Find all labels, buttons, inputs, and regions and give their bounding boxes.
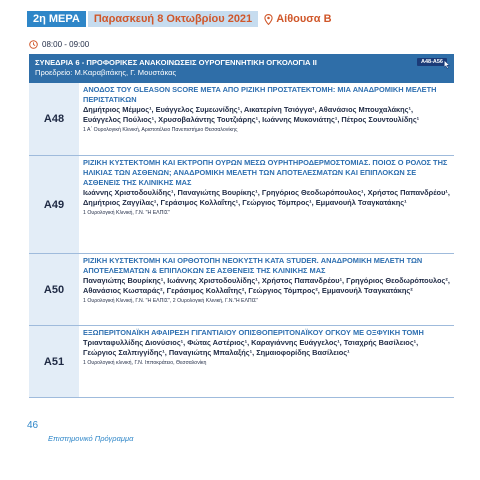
venue-label: Αίθουσα Β <box>276 13 332 25</box>
abstract-affiliation: 1 Ουρολογική κλινική, Γ.Ν. Ιπποκράτειο, Θεσσαλονίκη <box>83 360 207 366</box>
abstract-body <box>79 156 454 253</box>
abstract-row <box>29 326 454 398</box>
session-time <box>29 40 89 49</box>
abstract-authors: Ιωάννης Χριστοδουλίδης¹, Παναγιώτης Βουρίκης¹, Γρηγόριος Θεοδωρόπουλος¹, Χρήστος Παπανδρέου¹, Δημήτριος Ζαγγίλας¹, Γεράσιμος Κολλαΐτης¹, Γεώργιος Τόμπρος¹, Εμμανουήλ Τσαγκατάκης¹ <box>83 188 450 207</box>
abstract-row <box>29 83 454 156</box>
abstract-id: A48 <box>29 83 79 155</box>
abstract-id: A49 <box>29 156 79 253</box>
day-label: 2η ΜΕΡΑ <box>27 11 86 27</box>
abstract-range-badge[interactable]: Α48-Α56 <box>417 58 447 66</box>
abstract-affiliation: 1 Α΄ Ουρολογική Κλινική, Αριστοτέλειο Πανεπιστήμιο Θεσσαλονίκης <box>83 127 238 133</box>
abstract-title: ΡΙΖΙΚΗ ΚΥΣΤΕΚΤΟΜΗ ΚΑΙ ΕΚΤΡΟΠΗ ΟΥΡΩΝ ΜΕΣΩ ΟΥΡΗΤΗΡΟΔΕΡΜΟΣΤΟΜΙΑΣ. ΠΟΙΟΣ Ο ΡΟΛΟΣ ΤΗΣ ΗΛΙΚΙΑΣ ΤΩΝ ΑΣΘΕΝΩΝ; ΑΝΑΔΡΟΜΙΚΗ ΜΕΛΕΤΗ ΤΩΝ ΑΠΟΤΕΛΕΣΜΑΤΩΝ ΚΑΙ ΕΠΙΠΛΟΚΩΝ ΣΕ ΑΣΘΕΝΕΙΣ ΤΗΣ ΚΛΙΝΙΚΗΣ ΜΑΣ <box>83 158 448 187</box>
abstract-affiliation: 1 Ουρολογική Κλινική, Γ.Ν. "Η ΕΛΠΙΣ" <box>83 210 170 216</box>
session-title: ΣΥΝΕΔΡΙΑ 6 - ΠΡΟΦΟΡΙΚΕΣ ΑΝΑΚΟΙΝΩΣΕΙΣ ΟΥΡΟΓΕΝΝΗΤΙΚΗ ΟΓΚΟΛΟΓΙΑ ΙΙ <box>35 58 317 67</box>
venue <box>264 13 331 25</box>
clock-icon <box>29 40 38 49</box>
abstract-row <box>29 156 454 254</box>
abstract-title: ΑΝΟΔΟΣ ΤΟΥ GLEASON SCORE ΜΕΤΑ ΑΠΟ ΡΙΖΙΚΗ ΠΡΟΣΤΑΤΕΚΤΟΜΗ: ΜΙΑ ΑΝΑΔΡΟΜΙΚΗ ΜΕΛΕΤΗ ΠΕΡΙΣΤΑΤΙΚΩΝ <box>83 85 437 104</box>
abstract-row <box>29 254 454 326</box>
abstract-body <box>79 326 454 397</box>
abstract-body <box>79 83 454 155</box>
location-pin-icon <box>264 14 273 25</box>
day-header <box>27 11 332 27</box>
time-label: 08:00 - 09:00 <box>42 40 90 49</box>
abstract-id: A50 <box>29 254 79 325</box>
page-number: 46 <box>27 420 39 431</box>
abstract-title: ΡΙΖΙΚΗ ΚΥΣΤΕΚΤΟΜΗ ΚΑΙ ΟΡΘΟΤΟΠΗ ΝΕΟΚΥΣΤΗ ΚΑΤΑ STUDER. ΑΝΑΔΡΟΜΙΚΗ ΜΕΛΕΤΗ ΤΩΝ ΑΠΟΤΕΛΕΣΜΑΤΩΝ & ΕΠΙΠΛΟΚΩΝ ΣΕ ΑΣΘΕΝΕΙΣ ΤΗΣ ΚΛΙΝΙΚΗΣ ΜΑΣ <box>83 256 423 275</box>
date-label: Παρασκευή 8 Οκτωβρίου 2021 <box>88 11 258 27</box>
session-header <box>29 54 454 83</box>
abstract-id: A51 <box>29 326 79 397</box>
abstract-body <box>79 254 454 325</box>
abstract-title: ΕΞΩΠΕΡΙΤΟΝΑΪΚΗ ΑΦΑΙΡΕΣΗ ΓΙΓΑΝΤΙΑΙΟΥ ΟΠΙΣΘΟΠΕΡΙΤΟΝΑΪΚΟΥ ΟΓΚΟΥ ΜΕ ΟΞΦΥΙΚΗ ΤΟΜΗ <box>83 328 424 337</box>
abstract-list <box>29 83 454 398</box>
abstract-authors: Παναγιώτης Βουρίκης¹, Ιωάννης Χριστοδουλίδης¹, Χρήστος Παπανδρέου¹, Γρηγόριος Θεοδωρόπουλος², Αθανάσιος Κωσταράς², Γεράσιμος Κολλαΐτης², Γεώργιος Τόμπρος², Εμμανουήλ Τσαγκατάκης² <box>83 276 450 295</box>
footer-label: Επιστημονικό Πρόγραμμα <box>48 434 134 443</box>
abstract-authors: Δημήτριος Μέμμος¹, Ευάγγελος Συμεωνίδης¹, Αικατερίνη Τσιόγγα¹, Αθανάσιος Μπουχαλάκης¹, Ευάγγελος Πούλιος¹, Χρυσοβαλάντης Τουτζιάρης¹, Ιωάννης Μυκονιάτης¹, Πέτρος Σουντουλίδης¹ <box>83 105 420 124</box>
cursor-icon <box>443 60 451 69</box>
abstract-authors: Τριανταφυλλίδης Διονύσιος¹, Φώτας Αστέριος¹, Καραγιάννης Ευάγγελος¹, Τσιαχρής Βασίλειος¹, Γεώργιος Σαλπιγγίδης¹, Παναγιώτης Μπαλαξής¹, Σημαιοφορίδης Βασίλειος¹ <box>83 338 419 357</box>
session-chairs: Προεδρείο: Μ.Καραβιτάκης, Γ. Μουστάκας <box>35 68 177 77</box>
abstract-affiliation: 1 Ουρολογική Κλινική, Γ.Ν. "Η ΕΛΠΙΣ", 2 Ουρολογική Κλινική, Γ.Ν."Η ΕΛΠΙΣ" <box>83 298 259 304</box>
